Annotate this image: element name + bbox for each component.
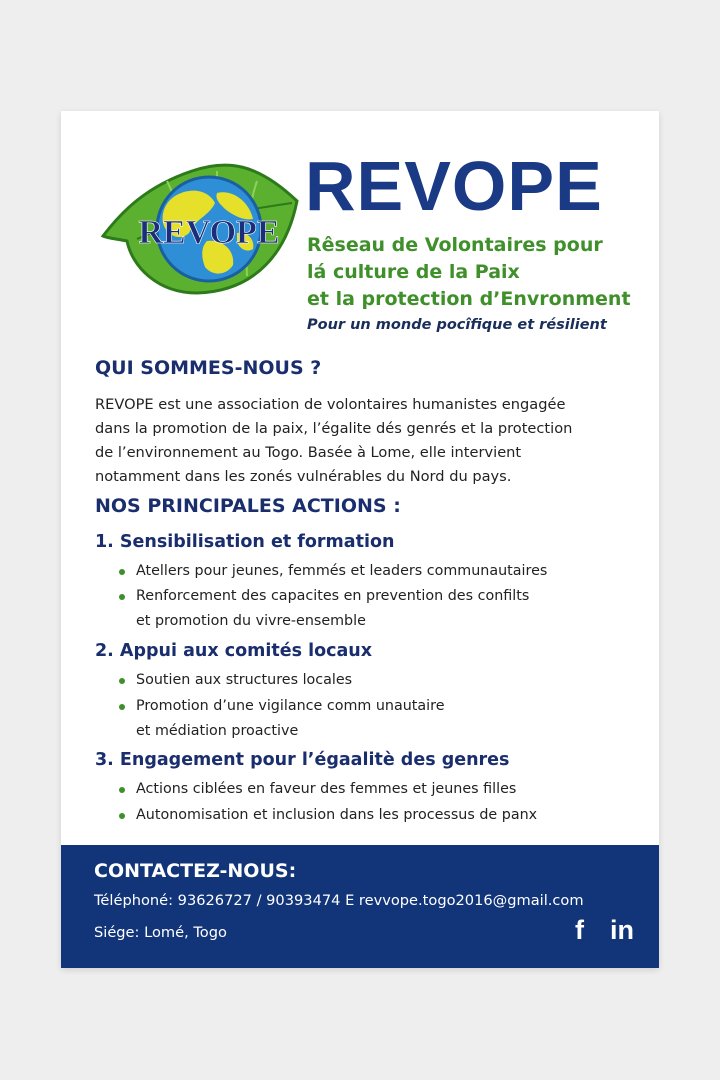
bullet-icon (119, 678, 125, 684)
bullet-text: Autonomisation et inclusion dans les processus de panx (136, 807, 538, 823)
bullet-icon (119, 569, 125, 575)
subtitle-line: lá culture de la Paix (307, 261, 520, 283)
contact-address: Siége: Lomé, Togo (94, 924, 227, 941)
logo-text: REVOPE (138, 214, 280, 251)
list-item (119, 668, 352, 693)
action-title-2: 2. Appui aux comités locaux (95, 641, 373, 661)
about-line: dans la promotion de la paix, l’égalite dés genrés et la protection (95, 420, 573, 437)
about-line: de l’environnement au Togo. Basée à Lome, elle intervient (95, 444, 522, 461)
contact-section (61, 845, 659, 968)
linkedin-icon[interactable]: in (610, 915, 634, 945)
actions-heading: NOS PRINCIPALES ACTIONS : (95, 495, 401, 517)
list-item (119, 584, 529, 634)
facebook-icon[interactable]: f (575, 915, 584, 945)
brand-subtitle (307, 232, 647, 313)
list-item (119, 803, 537, 828)
about-text (95, 393, 640, 489)
bullet-icon (119, 594, 125, 600)
bullet-text: Promotion d’une vigilance comm unautaire (136, 698, 445, 714)
bullet-icon (119, 813, 125, 819)
bullet-text: Soutien aux structures locales (136, 672, 353, 688)
bullet-text: Atellers pour jeunes, femmés et leaders communautaires (136, 563, 548, 579)
brand-title: REVOPE (305, 147, 603, 225)
about-line: REVOPE est une association de volontaires humanistes engagée (95, 396, 566, 413)
bullet-icon (119, 787, 125, 793)
bullet-text: Actions ciblées en faveur des femmes et jeunes filles (136, 781, 517, 797)
list-item (119, 559, 547, 584)
action-title-3: 3. Engagement pour l’égaalitè des genres (95, 750, 510, 770)
about-heading: QUI SOMMES-NOUS ? (95, 357, 322, 379)
action-title-1: 1. Sensibilisation et formation (95, 532, 395, 552)
subtitle-line: et la protection d’Envronment (307, 288, 631, 310)
contact-phone-email[interactable]: Téléphoné: 93626727 / 90393474 E revvope.togo2016@gmail.com (94, 892, 584, 909)
list-item (119, 777, 516, 802)
bullet-text: Renforcement des capacites en prevention des confilts (136, 588, 530, 604)
subtitle-line: Rêseau de Volontaires pour (307, 234, 603, 256)
contact-heading: CONTACTEZ-NOUS: (94, 860, 297, 882)
bullet-text: et médiation proactive (136, 723, 299, 739)
revope-logo (97, 141, 307, 301)
about-line: notamment dans les zonés vulnérables du Nord du pays. (95, 468, 512, 485)
list-item (119, 694, 445, 744)
bullet-text: et promotion du vivre-ensemble (136, 613, 366, 629)
tagline: Pour un monde pocîfique et résilient (307, 317, 607, 333)
flyer (61, 111, 659, 968)
bullet-icon (119, 704, 125, 710)
